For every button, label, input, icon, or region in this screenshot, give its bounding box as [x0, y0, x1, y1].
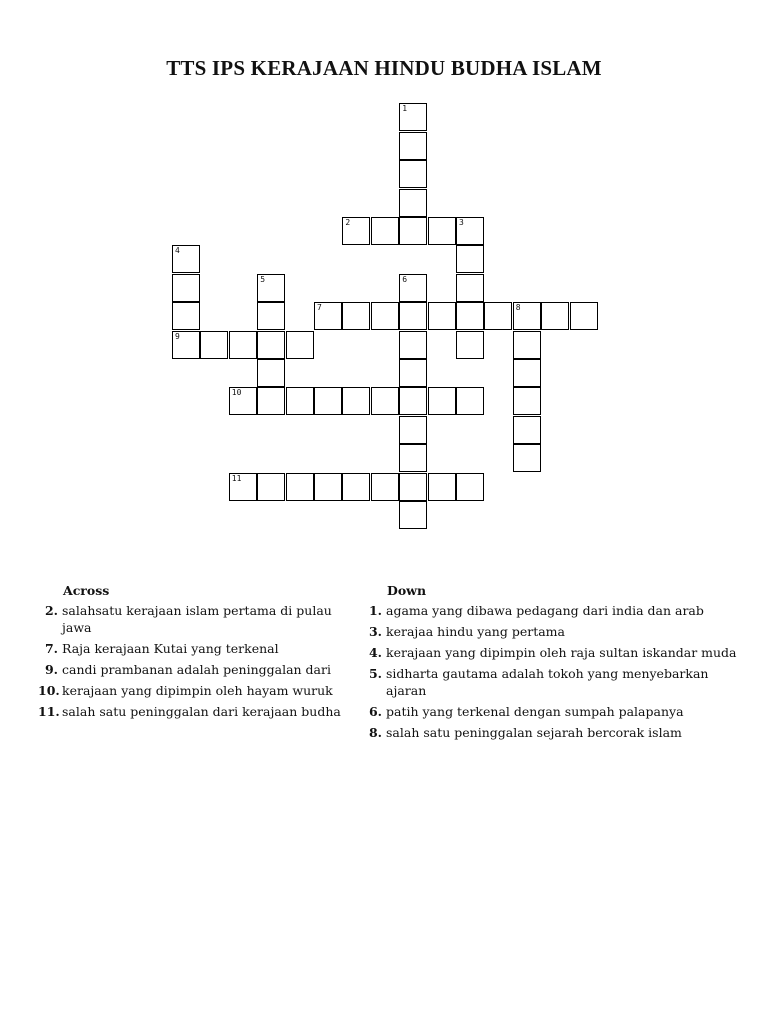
down-clue [362, 623, 746, 640]
grid-cell[interactable] [371, 387, 399, 415]
cell-number: 6 [402, 274, 408, 284]
grid-cell[interactable] [172, 302, 200, 330]
down-clue [362, 644, 746, 661]
cell-number: 11 [231, 473, 242, 483]
grid-cell[interactable] [399, 359, 427, 387]
clue-text: salah satu peninggalan dari kerajaan budha [62, 704, 341, 719]
grid-cell[interactable] [513, 302, 541, 330]
across-clue [38, 682, 352, 699]
grid-cell[interactable] [456, 331, 484, 359]
grid-cell[interactable] [399, 160, 427, 188]
down-heading: Down [387, 583, 427, 598]
grid-cell[interactable] [229, 387, 257, 415]
grid-cell[interactable] [314, 387, 342, 415]
grid-cell[interactable] [399, 302, 427, 330]
cell-number: 2 [345, 218, 351, 227]
grid-cell[interactable] [399, 274, 427, 302]
clue-number: 1. [368, 603, 382, 618]
grid-cell[interactable] [456, 387, 484, 415]
grid-cell[interactable] [257, 331, 285, 359]
grid-cell[interactable] [399, 132, 427, 160]
across-clue [38, 661, 352, 678]
grid-cell[interactable] [229, 331, 257, 359]
grid-cell[interactable] [371, 302, 399, 330]
grid-cell[interactable] [456, 217, 484, 245]
across-clues [38, 582, 352, 724]
grid-cell[interactable] [257, 274, 285, 302]
down-clue [362, 703, 746, 720]
grid-cell[interactable] [172, 245, 200, 273]
grid-cell[interactable] [570, 302, 598, 330]
grid-cell[interactable] [371, 217, 399, 245]
grid-cell[interactable] [513, 359, 541, 387]
clue-text: kerajaan yang dipimpin oleh raja sultan iskandar muda [386, 645, 737, 660]
grid-cell[interactable] [314, 473, 342, 501]
clue-text: agama yang dibawa pedagang dari india dan arab [386, 603, 704, 618]
clue-number: 2. [44, 603, 58, 618]
grid-cell[interactable] [257, 359, 285, 387]
grid-cell[interactable] [257, 302, 285, 330]
clue-number: 3. [368, 624, 382, 639]
grid-cell[interactable] [513, 416, 541, 444]
clue-text: kerajaan yang dipimpin oleh hayam wuruk [62, 683, 333, 698]
grid-cell[interactable] [286, 331, 314, 359]
grid-cell[interactable] [399, 444, 427, 472]
clue-text: candi prambanan adalah peninggalan dari [62, 662, 331, 677]
clue-text: kerajaa hindu yang pertama [386, 624, 565, 639]
cell-number: 9 [175, 331, 180, 341]
across-clue [38, 602, 352, 636]
grid-cell[interactable] [399, 331, 427, 359]
grid-cell[interactable] [428, 473, 456, 501]
grid-cell[interactable] [342, 387, 370, 415]
grid-cell[interactable] [399, 103, 427, 131]
grid-cell[interactable] [456, 473, 484, 501]
grid-cell[interactable] [399, 416, 427, 444]
grid-cell[interactable] [371, 473, 399, 501]
clue-text: salahsatu kerajaan islam pertama di pulau jawa [62, 603, 332, 635]
grid-cell[interactable] [172, 331, 200, 359]
clue-number: 8. [368, 725, 382, 740]
down-clue [362, 602, 746, 619]
cell-number: 5 [260, 274, 266, 284]
across-clue [38, 703, 352, 720]
grid-cell[interactable] [513, 387, 541, 415]
across-clue [38, 640, 352, 657]
grid-cell[interactable] [541, 302, 569, 330]
grid-cell[interactable] [428, 302, 456, 330]
grid-cell[interactable] [286, 473, 314, 501]
grid-cell[interactable] [456, 245, 484, 273]
clue-number: 9. [44, 662, 58, 677]
grid-cell[interactable] [513, 444, 541, 472]
down-clues [362, 582, 746, 745]
grid-cell[interactable] [399, 387, 427, 415]
grid-cell[interactable] [229, 473, 257, 501]
clue-text: patih yang terkenal dengan sumpah palapanya [386, 704, 684, 719]
grid-cell[interactable] [342, 302, 370, 330]
down-clue [362, 724, 746, 741]
clue-number: 5. [368, 666, 382, 681]
cell-number: 10 [231, 388, 242, 398]
page-title: TTS IPS KERAJAAN HINDU BUDHA ISLAM [166, 56, 602, 80]
grid-cell[interactable] [399, 189, 427, 217]
grid-cell[interactable] [428, 217, 456, 245]
cell-number: 4 [175, 246, 180, 256]
clue-number: 6. [368, 704, 382, 719]
grid-cell[interactable] [342, 217, 370, 245]
grid-cell[interactable] [513, 331, 541, 359]
cell-number: 3 [459, 218, 464, 227]
grid-cell[interactable] [428, 387, 456, 415]
grid-cell[interactable] [456, 274, 484, 302]
grid-cell[interactable] [257, 473, 285, 501]
grid-cell[interactable] [484, 302, 512, 330]
cell-number: 1 [402, 104, 408, 114]
clue-text: Raja kerajaan Kutai yang terkenal [62, 641, 279, 656]
grid-cell[interactable] [342, 473, 370, 501]
clue-text: sidharta gautama adalah tokoh yang menyebarkan ajaran [386, 666, 709, 698]
grid-cell[interactable] [286, 387, 314, 415]
grid-cell[interactable] [200, 331, 228, 359]
cell-number: 7 [317, 303, 322, 313]
grid-cell[interactable] [399, 501, 427, 529]
down-clue [362, 665, 746, 699]
clue-number: 4. [368, 645, 382, 660]
clue-number: 11. [38, 704, 60, 719]
cell-number: 8 [515, 303, 521, 313]
across-heading: Across [63, 583, 110, 598]
clue-number: 7. [44, 641, 58, 656]
grid-cell[interactable] [399, 473, 427, 501]
clue-text: salah satu peninggalan sejarah bercorak islam [386, 725, 682, 740]
clue-number: 10. [38, 683, 60, 698]
grid-cell[interactable] [172, 274, 200, 302]
grid-cell[interactable] [257, 387, 285, 415]
grid-cell[interactable] [399, 217, 427, 245]
grid-cell[interactable] [314, 302, 342, 330]
grid-cell[interactable] [456, 302, 484, 330]
